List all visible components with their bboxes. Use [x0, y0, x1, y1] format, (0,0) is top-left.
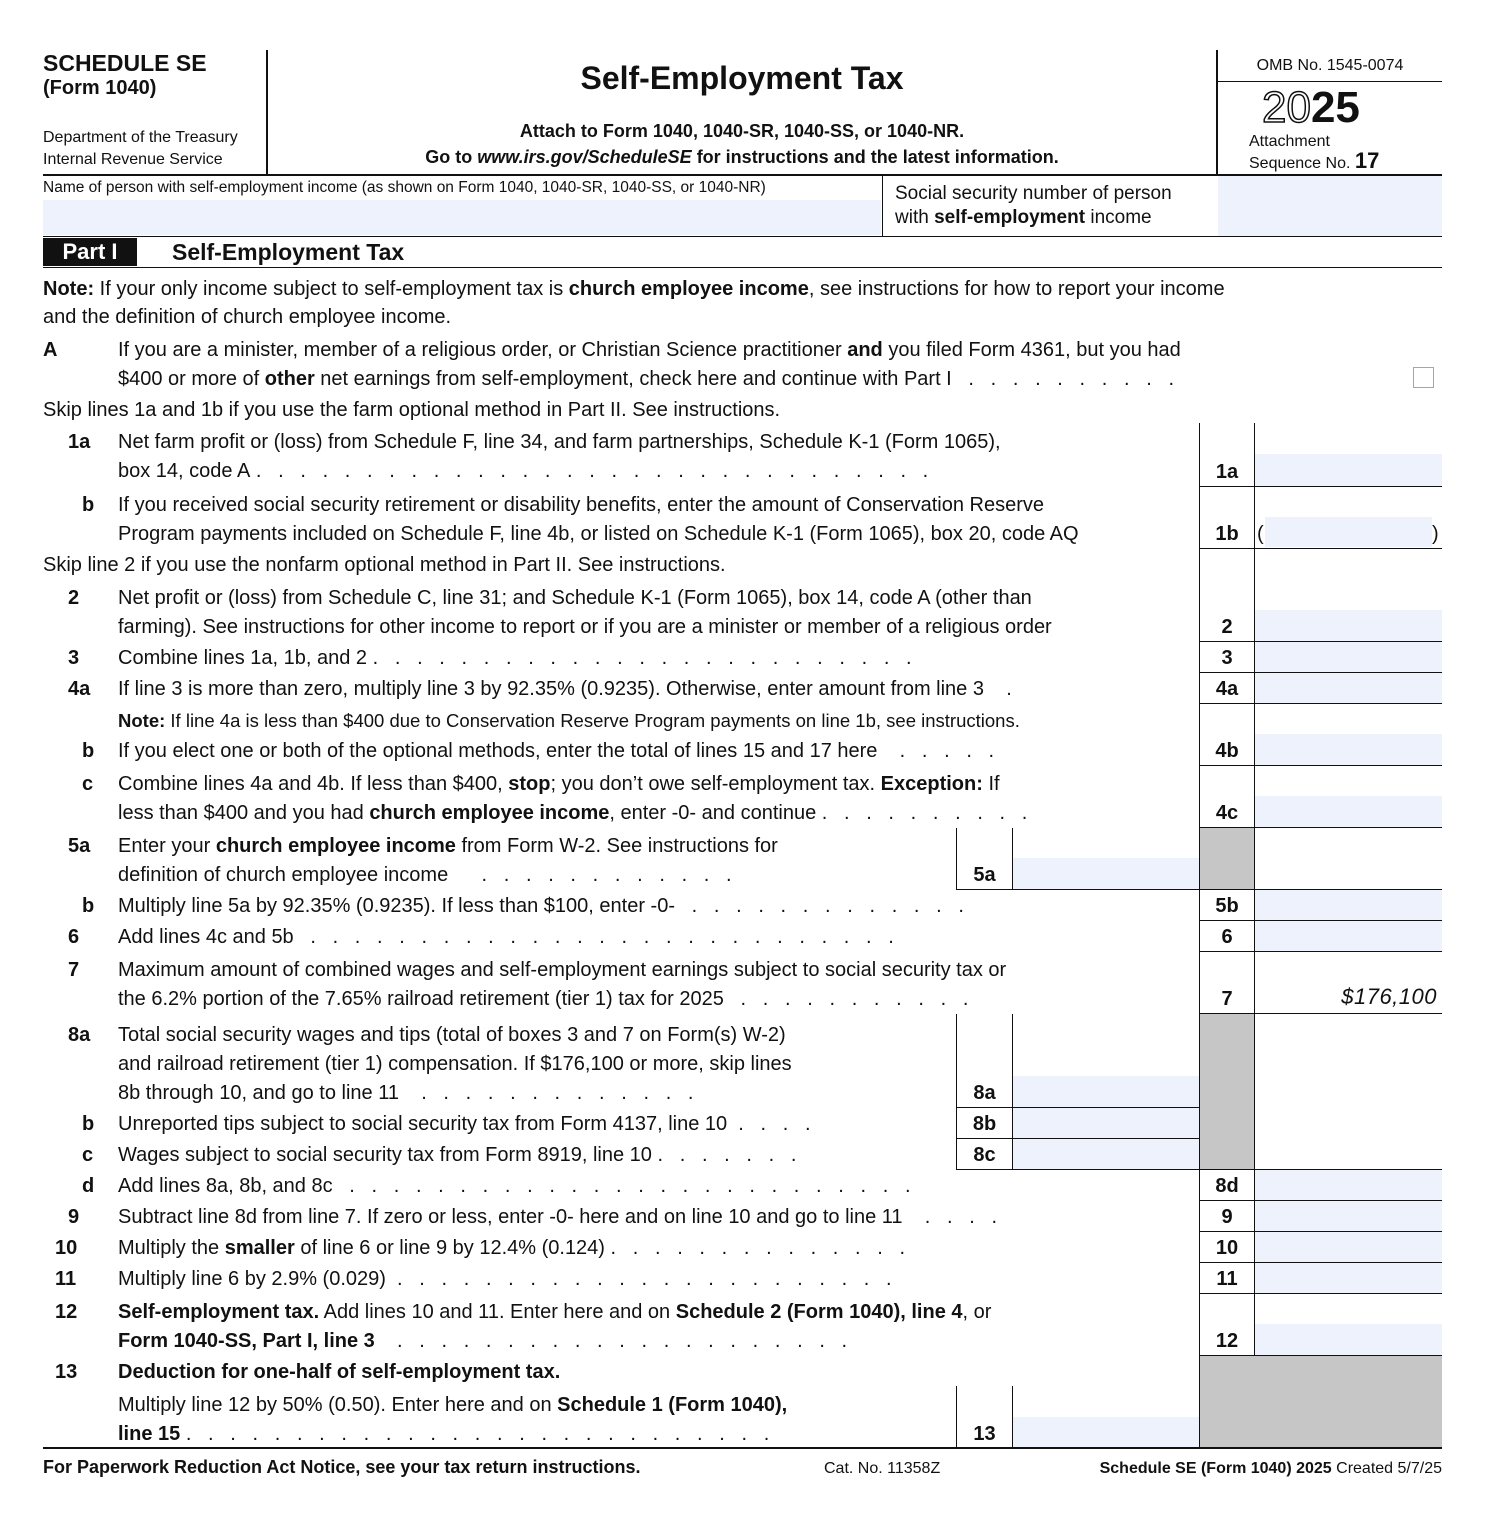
line-4a-text: If line 3 is more than zero, multiply line 3 by 92.35% (0.9235). Otherwise, enter amount from line 3 .	[118, 678, 1012, 700]
line-8b-text: Unreported tips subject to social security tax from Form 4137, line 10 . . . .	[118, 1113, 811, 1135]
amount-field-8c[interactable]	[1013, 1139, 1199, 1169]
shaded-box-8	[1200, 1014, 1254, 1169]
line-9-text: Subtract line 8d from line 7. If zero or less, enter -0- here and on line 10 and go to line 11 . . . .	[118, 1206, 997, 1228]
shaded-box-13	[1200, 1356, 1442, 1447]
line-4a-note: Note: If line 4a is less than $400 due to Conservation Reserve Program payments on line 1b, see instructions.	[118, 710, 1020, 731]
line-8b-number: b	[82, 1113, 95, 1135]
part-note-line2: and the definition of church employee income.	[43, 306, 452, 328]
box-label-13: 13	[973, 1423, 996, 1445]
form-title: Self-Employment Tax	[580, 60, 904, 96]
box-label-8b: 8b	[972, 1113, 997, 1135]
goto-instruction: Go to www.irs.gov/ScheduleSE for instructions and the latest information.	[425, 147, 1059, 167]
paren-close: )	[1432, 523, 1439, 545]
box-label-7: 7	[1221, 988, 1233, 1010]
line-8a-text-3: 8b through 10, and go to line 11 . . . . . . . . . . . . .	[118, 1082, 694, 1104]
line-1b-number: b	[82, 494, 95, 516]
amount-field-8b[interactable]	[1013, 1108, 1199, 1138]
amount-field-5b[interactable]	[1255, 890, 1442, 920]
part-title: Self-Employment Tax	[172, 239, 405, 265]
line-6-number: 6	[68, 926, 80, 948]
line-a-text-1: If you are a minister, member of a religious order, or Christian Science practitioner and you filed Form 4361, but you had	[118, 339, 1181, 361]
line-3-text: Combine lines 1a, 1b, and 2 . . . . . . . . . . . . . . . . . . . . . . . . .	[118, 647, 912, 669]
line-4b-number: b	[82, 740, 95, 762]
minister-checkbox[interactable]	[1413, 367, 1434, 388]
line-4a-number: 4a	[68, 678, 91, 700]
line-a-number: A	[43, 339, 58, 361]
line-4c-number: c	[82, 773, 94, 795]
ssn-label-2: with self-employment income	[895, 207, 1152, 228]
line-4b-text: If you elect one or both of the optional methods, enter the total of lines 15 and 17 here . . . . .	[118, 740, 995, 762]
footer-form-id: Schedule SE (Form 1040) 2025 Created 5/7/25	[1099, 1460, 1442, 1477]
form-id: SCHEDULE SE	[43, 50, 207, 76]
box-label-8d: 8d	[1215, 1175, 1239, 1197]
line-13-number: 13	[55, 1361, 78, 1383]
box-label-4c: 4c	[1215, 802, 1239, 824]
line-9-number: 9	[68, 1206, 80, 1228]
line-1a-text-2: box 14, code A . . . . . . . . . . . . . . . . . . . . . . . . . . . . . . .	[118, 460, 929, 482]
box-label-5b: 5b	[1215, 895, 1239, 917]
amount-field-9[interactable]	[1255, 1201, 1442, 1231]
line-5b-text: Multiply line 5a by 92.35% (0.9235). If less than $100, enter -0- . . . . . . . . . . . . .	[118, 895, 964, 917]
amount-field-8d[interactable]	[1255, 1170, 1442, 1200]
box-label-4a: 4a	[1215, 678, 1239, 700]
line-8c-text: Wages subject to social security tax from Form 8919, line 10 . . . . . . .	[118, 1144, 797, 1166]
amount-field-4a[interactable]	[1255, 673, 1442, 703]
amount-field-10[interactable]	[1255, 1232, 1442, 1262]
box-label-4b: 4b	[1215, 740, 1239, 762]
amount-field-4b[interactable]	[1255, 734, 1442, 765]
amount-field-8a[interactable]	[1013, 1076, 1199, 1107]
amount-field-1a[interactable]	[1255, 454, 1442, 486]
line-12-text-1: Self-employment tax. Add lines 10 and 11. Enter here and on Schedule 2 (Form 1040), line 4, or	[118, 1301, 992, 1323]
part-tag: Part I	[43, 238, 137, 266]
sequence-number: 17	[1354, 148, 1380, 173]
line-1b-text-2: Program payments included on Schedule F, line 4b, or listed on Schedule K-1 (Form 1065), box 20, code AQ	[118, 523, 1079, 545]
form-bottom-rule	[43, 1447, 1442, 1449]
part-note-line1: Note: If your only income subject to self-employment tax is church employee income, see instructions for how to report your income	[43, 278, 1225, 300]
tax-year: 2025	[1262, 83, 1360, 132]
line-11-number: 11	[55, 1268, 77, 1290]
line-13-text-1: Deduction for one-half of self-employment tax.	[118, 1361, 561, 1383]
line-12-number: 12	[55, 1301, 78, 1323]
line-5a-number: 5a	[68, 835, 91, 857]
box-label-11: 11	[1216, 1268, 1238, 1290]
amount-field-12[interactable]	[1255, 1324, 1442, 1355]
line-5a-text-1: Enter your church employee income from Form W-2. See instructions for	[118, 835, 778, 857]
box-label-12: 12	[1215, 1330, 1239, 1352]
line-8a-text-2: and railroad retirement (tier 1) compensation. If $176,100 or more, skip lines	[118, 1053, 792, 1075]
box-label-10: 10	[1215, 1237, 1239, 1259]
line-8a-text-1: Total social security wages and tips (total of boxes 3 and 7 on Form(s) W-2)	[118, 1024, 786, 1046]
amount-field-6[interactable]	[1255, 921, 1442, 951]
amount-field-11[interactable]	[1255, 1263, 1442, 1293]
skip-line-2-note: Skip line 2 if you use the nonfarm optional method in Part II. See instructions.	[43, 554, 726, 576]
line-1a-text-1: Net farm profit or (loss) from Schedule F, line 34, and farm partnerships, Schedule K-1 (Form 1065),	[118, 431, 1001, 453]
box-label-9: 9	[1221, 1206, 1233, 1228]
omb-number: OMB No. 1545-0074	[1256, 57, 1404, 74]
sequence-label: Sequence No. 17	[1249, 148, 1380, 173]
line-1b-text-1: If you received social security retirement or disability benefits, enter the amount of Conservation Reserve	[118, 494, 1044, 516]
name-field[interactable]	[43, 200, 881, 235]
line-5b-number: b	[82, 895, 95, 917]
line-5a-text-2: definition of church employee income . . . . . . . . . . . .	[118, 864, 732, 886]
attach-instruction: Attach to Form 1040, 1040-SR, 1040-SS, or 1040-NR.	[519, 121, 965, 141]
attachment-label: Attachment	[1249, 133, 1330, 150]
ssn-field[interactable]	[1218, 176, 1442, 236]
line-6-text: Add lines 4c and 5b . . . . . . . . . . . . . . . . . . . . . . . . . . .	[118, 926, 894, 948]
line-1a-number: 1a	[68, 431, 91, 453]
line-7-number: 7	[68, 959, 80, 981]
line-2-text-1: Net profit or (loss) from Schedule C, line 31; and Schedule K-1 (Form 1065), box 14, code A (other than	[118, 587, 1032, 609]
line-4c-text-2: less than $400 and you had church employee income, enter -0- and continue . . . . . . . . . .	[118, 802, 1028, 824]
ssn-label-1: Social security number of person	[895, 183, 1172, 204]
line-7-amount: $176,100	[1341, 984, 1437, 1009]
line-8a-number: 8a	[68, 1024, 91, 1046]
box-label-8c: 8c	[973, 1144, 996, 1166]
box-label-8a: 8a	[973, 1082, 996, 1104]
box-label-1b: 1b	[1215, 523, 1239, 545]
footer-paperwork-notice: For Paperwork Reduction Act Notice, see your tax return instructions.	[43, 1457, 641, 1477]
amount-field-3[interactable]	[1255, 642, 1442, 672]
box-label-2: 2	[1221, 616, 1233, 638]
line-10-number: 10	[55, 1237, 78, 1259]
box-label-3: 3	[1221, 647, 1233, 669]
line-8d-number: d	[82, 1175, 95, 1197]
dept-irs: Internal Revenue Service	[43, 151, 223, 168]
line-a-text-2: $400 or more of other net earnings from self-employment, check here and continue with Part I . . . . . . . . . .	[118, 368, 1174, 390]
line-2-text-2: farming). See instructions for other income to report or if you are a minister or member of a religious order	[118, 616, 1052, 638]
form-sub: (Form 1040)	[43, 77, 157, 99]
paren-open: (	[1257, 523, 1264, 545]
line-11-text: Multiply line 6 by 2.9% (0.029) . . . . . . . . . . . . . . . . . . . . . . .	[118, 1268, 892, 1290]
line-7-text-2: the 6.2% portion of the 7.65% railroad retirement (tier 1) tax for 2025 . . . . . . . . . . .	[118, 988, 969, 1010]
line-13-text-3: line 15 . . . . . . . . . . . . . . . . . . . . . . . . . . .	[118, 1423, 770, 1445]
amount-field-2[interactable]	[1255, 610, 1442, 641]
line-7-text-1: Maximum amount of combined wages and self-employment earnings subject to social security tax or	[118, 959, 1007, 981]
amount-field-1b[interactable]	[1265, 517, 1432, 547]
line-10-text: Multiply the smaller of line 6 or line 9 by 12.4% (0.124) . . . . . . . . . . . . . .	[118, 1237, 906, 1259]
box-label-1a: 1a	[1215, 461, 1239, 483]
amount-field-5a[interactable]	[1013, 858, 1199, 889]
amount-field-13[interactable]	[1013, 1417, 1199, 1447]
amount-field-4c[interactable]	[1255, 796, 1442, 827]
line-13-text-2: Multiply line 12 by 50% (0.50). Enter here and on Schedule 1 (Form 1040),	[118, 1394, 788, 1416]
dept-treasury: Department of the Treasury	[43, 129, 238, 146]
shaded-box-5a	[1200, 828, 1254, 889]
name-label: Name of person with self-employment income (as shown on Form 1040, 1040-SR, 1040-SS, or 1040-NR)	[43, 179, 766, 196]
box-label-6: 6	[1221, 926, 1233, 948]
line-2-number: 2	[68, 587, 80, 609]
line-8c-number: c	[82, 1144, 94, 1166]
line-8d-text: Add lines 8a, 8b, and 8c . . . . . . . . . . . . . . . . . . . . . . . . . .	[118, 1175, 911, 1197]
skip-line-1-note: Skip lines 1a and 1b if you use the farm optional method in Part II. See instructions.	[43, 399, 781, 421]
footer-cat-number: Cat. No. 11358Z	[824, 1460, 941, 1477]
line-12-text-2: Form 1040-SS, Part I, line 3 . . . . . . . . . . . . . . . . . . . . .	[118, 1330, 848, 1352]
box-label-5a: 5a	[973, 864, 996, 886]
irs-url[interactable]: www.irs.gov/ScheduleSE	[477, 147, 692, 167]
line-4c-text-1: Combine lines 4a and 4b. If less than $400, stop; you don’t owe self-employment tax. Exception: If	[118, 773, 1000, 795]
line-3-number: 3	[68, 647, 80, 669]
